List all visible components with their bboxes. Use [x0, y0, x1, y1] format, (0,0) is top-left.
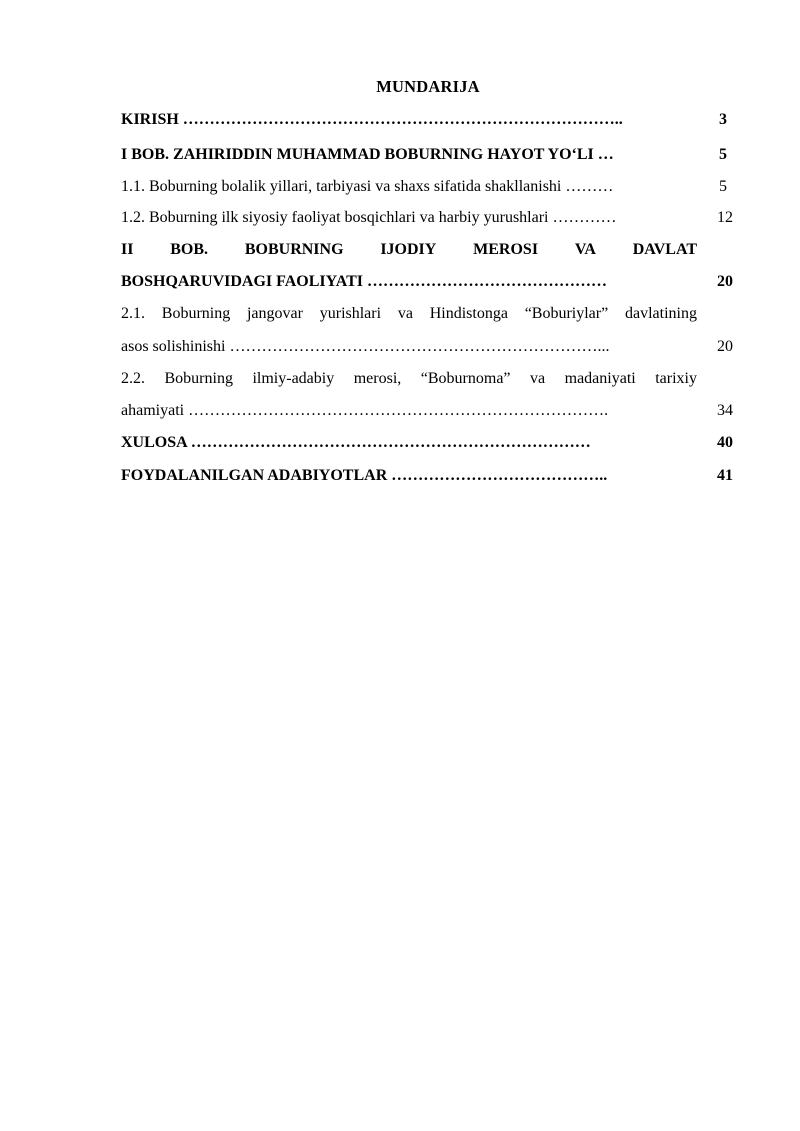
toc-entry-page: 3 — [719, 111, 727, 128]
toc-word: Hindistonga — [429, 305, 508, 322]
page-title: MUNDARIJA — [376, 77, 480, 96]
toc-entry-page: 5 — [719, 178, 727, 195]
toc-word: tarixiy — [655, 370, 697, 387]
toc-word: yurishlari — [319, 305, 382, 322]
toc-word: Boburning — [164, 370, 233, 387]
toc-entry-text: KIRISH ……………………………………………………………………….. — [121, 111, 623, 128]
toc-word: II — [121, 241, 134, 258]
toc-entry-chapter-2-line-1 — [121, 240, 697, 260]
toc-word: 2.2. — [121, 370, 145, 387]
toc-word: BOBURNING — [244, 241, 344, 258]
toc-entry-page: 20 — [717, 273, 733, 290]
toc-entry-text: 1.2. Boburning ilk siyosiy faoliyat bosqichlari va harbiy yurushlari ………… — [121, 209, 617, 226]
toc-word: VA — [574, 241, 596, 258]
toc-entry-text: asos solishinishi ……………………………………………………………... — [121, 338, 610, 355]
toc-entry-page: 34 — [717, 402, 733, 419]
toc-word: merosi, — [353, 370, 402, 387]
toc-word: “Boburiylar” — [524, 305, 609, 322]
toc-entry-text: FOYDALANILGAN ADABIYOTLAR ………………………………….. — [121, 467, 608, 484]
toc-word: “Boburnoma” — [420, 370, 511, 387]
toc-entry-page: 5 — [719, 146, 727, 163]
toc-entry-text: 1.1. Boburning bolalik yillari, tarbiyasi va shaxs sifatida shakllanishi ……… — [121, 178, 614, 195]
toc-word: ilmiy-adabiy — [252, 370, 335, 387]
toc-entry-text: I BOB. ZAHIRIDDIN MUHAMMAD BOBURNING HAYOT YO‘LI … — [121, 146, 614, 163]
toc-entry-text: ahamiyati ……………………………………………………………………. — [121, 402, 609, 419]
toc-word: Boburning — [161, 305, 231, 322]
toc-entry-page: 20 — [717, 338, 733, 355]
toc-entry-page: 41 — [717, 467, 733, 484]
toc-word: BOB. — [170, 241, 209, 258]
toc-word: jangovar — [246, 305, 303, 322]
toc-entry-page: 12 — [717, 209, 733, 226]
toc-word: va — [397, 305, 413, 322]
toc-entry-text: XULOSA ………………………………………………………………… — [121, 434, 591, 451]
toc-word: DAVLAT — [632, 241, 697, 258]
toc-entry-section-2-2-line-1 — [121, 369, 697, 389]
toc-word: 2.1. — [121, 305, 145, 322]
toc-word: MEROSI — [473, 241, 539, 258]
toc-word: madaniyati — [564, 370, 636, 387]
toc-entry-section-2-1-line-1 — [121, 304, 697, 324]
toc-entry-page: 40 — [717, 434, 733, 451]
toc-entry-text: BOSHQARUVIDAGI FAOLIYATI ……………………………………… — [121, 273, 607, 290]
toc-word: davlatining — [624, 305, 697, 322]
toc-word: IJODIY — [380, 241, 437, 258]
toc-word: va — [530, 370, 546, 387]
